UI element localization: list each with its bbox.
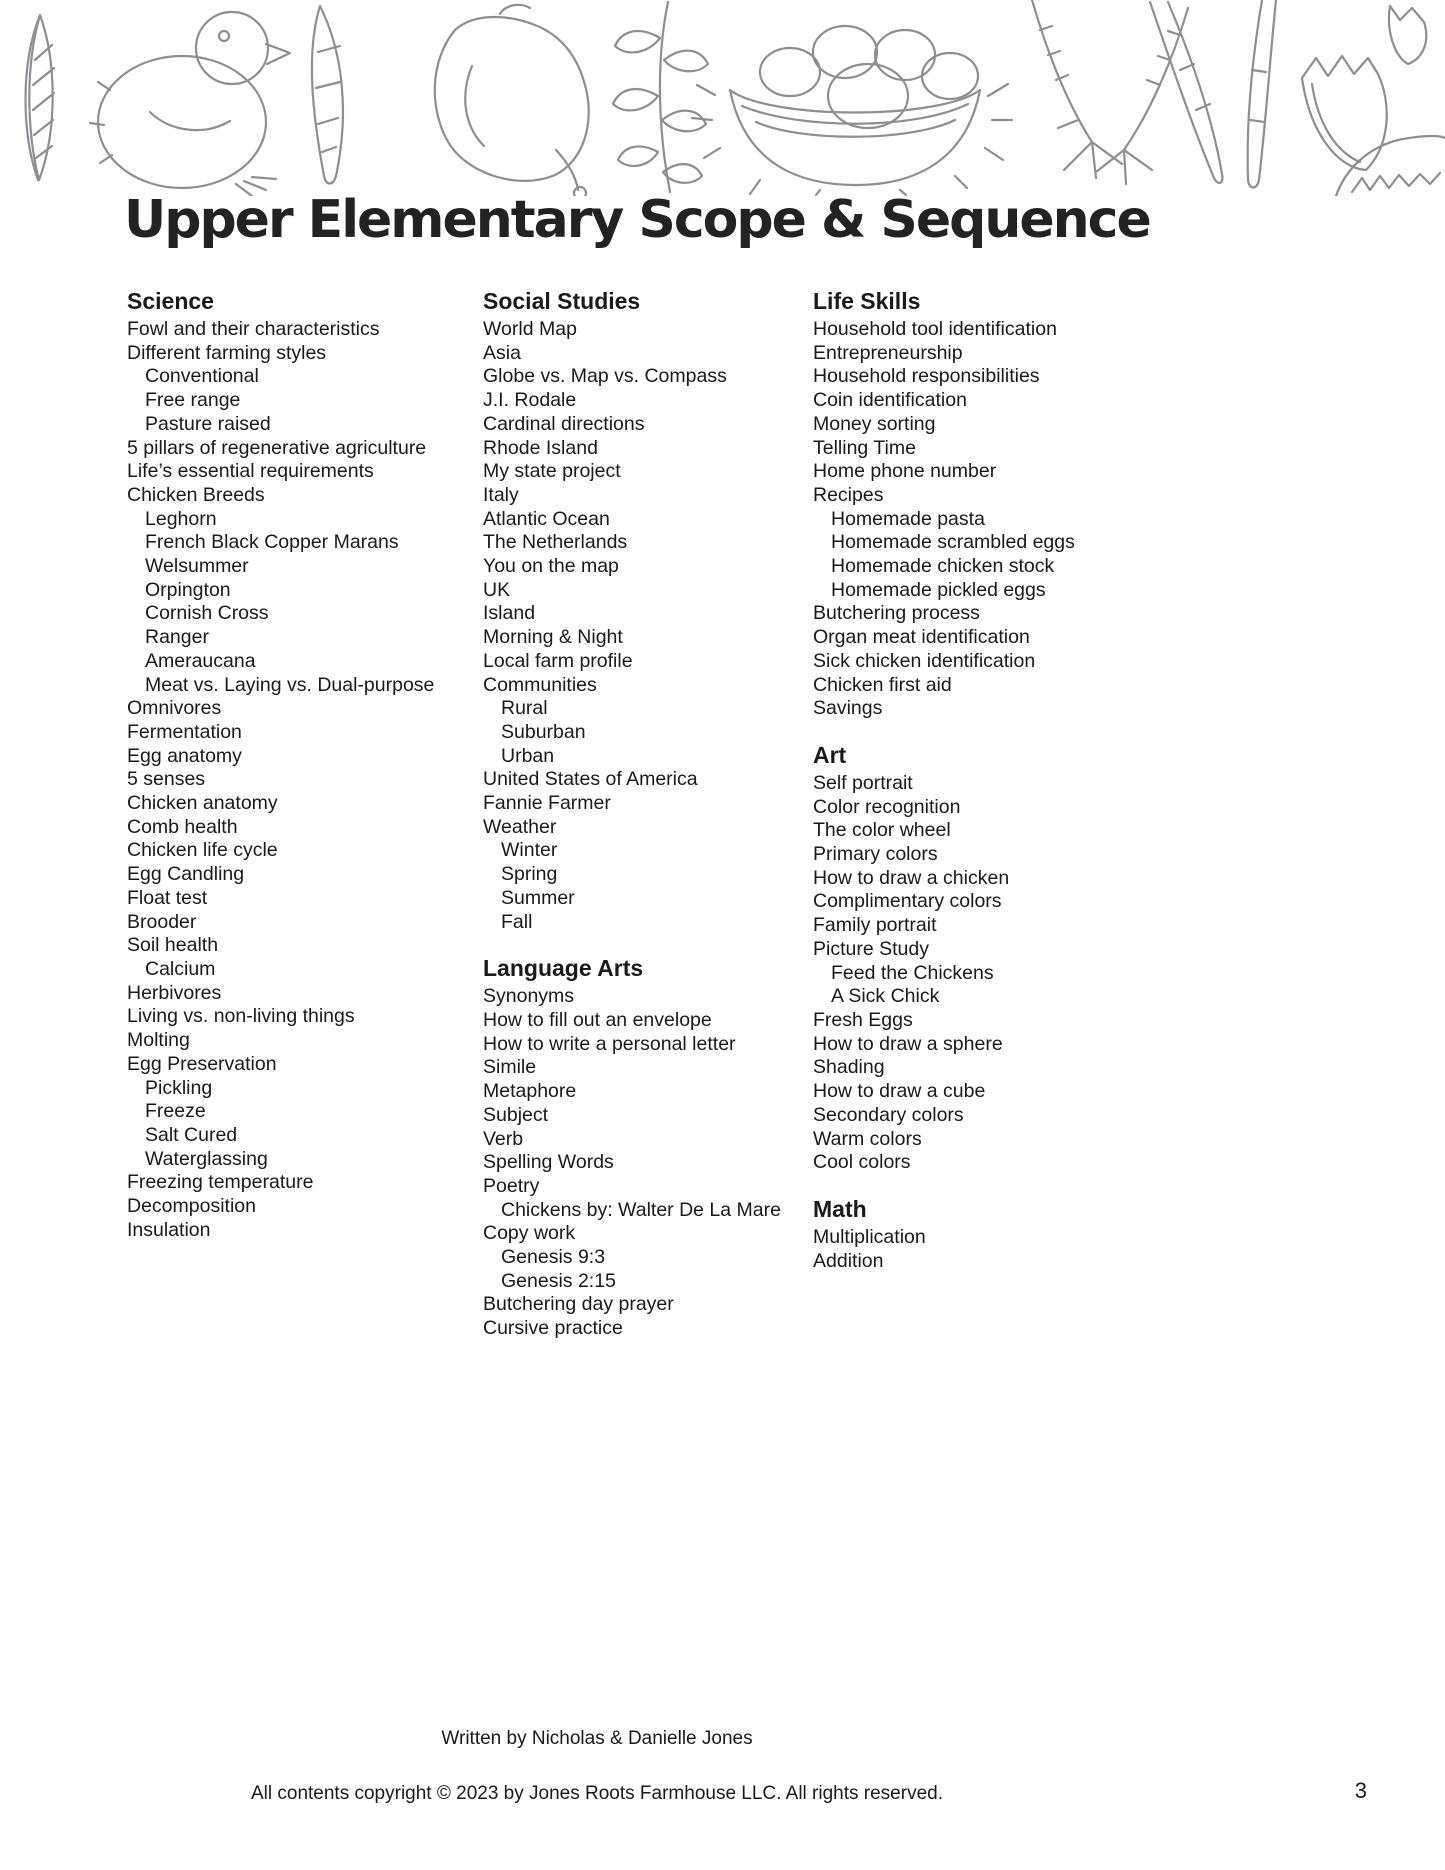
list-item: Italy (483, 483, 519, 506)
list-item: Winter (501, 839, 558, 862)
list-item: Conventional (145, 365, 259, 388)
list-item: Secondary colors (813, 1103, 964, 1126)
section-heading: Art (813, 741, 847, 768)
list-item: You on the map (483, 555, 619, 578)
list-item: Family portrait (813, 914, 937, 937)
list-item: Summer (501, 886, 575, 909)
list-item: 5 senses (127, 768, 206, 791)
list-item: Globe vs. Map vs. Compass (483, 365, 727, 388)
list-item: Brooder (127, 910, 197, 933)
chick-icon (90, 12, 290, 196)
list-item: Salt Cured (145, 1123, 238, 1146)
list-item: Warm colors (813, 1127, 922, 1150)
list-item: Simile (483, 1056, 537, 1079)
list-item: Poetry (483, 1174, 540, 1197)
header-art (0, 0, 1445, 196)
curriculum-section (813, 1196, 1213, 1273)
list-item: Comb health (127, 815, 238, 838)
list-item: Chicken first aid (813, 673, 952, 696)
section-heading: Social Studies (483, 288, 641, 314)
list-item: Cool colors (813, 1151, 911, 1174)
list-item: Chicken life cycle (127, 839, 278, 862)
list-item: World Map (483, 318, 577, 340)
page-title: Upper Elementary Scope & Sequence (124, 190, 1150, 250)
list-item: Asia (483, 341, 521, 364)
curriculum-section (813, 742, 1213, 1175)
list-item: Fowl and their characteristics (127, 318, 380, 340)
list-item: Cornish Cross (145, 602, 269, 625)
list-item: UK (483, 578, 511, 601)
list-item: Chickens by: Walter De La Mare (501, 1198, 781, 1221)
list-item: Organ meat identification (813, 626, 1030, 649)
curriculum-section (127, 288, 483, 1242)
list-item: Float test (127, 886, 208, 909)
list-item: Meat vs. Laying vs. Dual-purpose (145, 673, 435, 696)
list-item: Homemade chicken stock (831, 555, 1055, 578)
list-item: Home phone number (813, 460, 997, 483)
list-item: Spring (501, 863, 558, 886)
root-vegetables-icon (1150, 0, 1276, 188)
list-item: United States of America (483, 768, 698, 791)
list-item: My state project (483, 460, 621, 483)
list-item: Ameraucana (145, 649, 256, 672)
list-item: Soil health (127, 934, 219, 957)
curriculum-columns (127, 288, 1415, 1341)
column-science (127, 288, 483, 1242)
list-item: Entrepreneurship (813, 341, 963, 364)
list-item: Morning & Night (483, 626, 623, 649)
list-item: Subject (483, 1103, 549, 1126)
column-social-studies-language-arts (483, 288, 813, 1341)
list-item: Shading (813, 1056, 885, 1079)
list-item: Waterglassing (145, 1147, 268, 1170)
list-item: Different farming styles (127, 341, 327, 364)
list-item: Suburban (501, 720, 586, 743)
list-item: Pickling (145, 1076, 213, 1099)
list-item: A Sick Chick (831, 985, 940, 1008)
list-item: French Black Copper Marans (145, 531, 399, 554)
byline-text: Written by Nicholas & Danielle Jones (441, 1728, 753, 1749)
list-item: Spelling Words (483, 1151, 614, 1174)
list-item: Living vs. non-living things (127, 1005, 355, 1028)
curriculum-section (483, 955, 813, 1341)
copyright-text: All contents copyright © 2023 by Jones Roots Farmhouse LLC. All rights reserved. (250, 1783, 943, 1804)
list-item: Color recognition (813, 795, 961, 818)
list-item: Molting (127, 1029, 190, 1052)
list-item: Coin identification (813, 389, 967, 412)
list-item: Weather (483, 815, 557, 838)
list-item: Homemade scrambled eggs (831, 531, 1075, 554)
list-item: Money sorting (813, 412, 936, 435)
list-item: Atlantic Ocean (483, 507, 610, 530)
list-item: Butchering day prayer (483, 1293, 674, 1316)
section-heading: Science (127, 288, 214, 314)
list-item: Feed the Chickens (831, 961, 994, 984)
list-item: J.I. Rodale (483, 389, 577, 412)
herb-sprig-icon (613, 2, 708, 192)
list-item: How to draw a chicken (813, 866, 1010, 889)
list-item: Insulation (127, 1218, 211, 1241)
list-item: Complimentary colors (813, 890, 1002, 913)
list-item: Calcium (145, 957, 216, 980)
list-item: Fall (501, 910, 533, 933)
list-item: Metaphore (483, 1080, 577, 1103)
list-item: Fresh Eggs (813, 1008, 913, 1031)
list-item: Synonyms (483, 985, 575, 1008)
list-item: Ranger (145, 626, 209, 649)
list-item: Copy work (483, 1222, 576, 1245)
list-item: Household responsibilities (813, 365, 1040, 388)
list-item: Multiplication (813, 1225, 926, 1248)
list-item: Leghorn (145, 507, 217, 530)
column-life-skills-art-math (813, 288, 1213, 1273)
list-item: Homemade pasta (831, 507, 985, 530)
section-heading: Math (813, 1195, 867, 1222)
section-heading: Life Skills (813, 288, 921, 314)
list-item: How to fill out an envelope (483, 1008, 712, 1031)
list-item: Rhode Island (483, 436, 598, 459)
list-item: The Netherlands (483, 531, 628, 554)
list-item: The color wheel (813, 819, 951, 842)
feather-icon (26, 15, 55, 180)
list-item: Egg Preservation (127, 1052, 277, 1075)
list-item: Primary colors (813, 843, 938, 866)
list-item: Fannie Farmer (483, 792, 611, 815)
list-item: Chicken Breeds (127, 483, 265, 506)
list-item: Island (483, 602, 536, 625)
list-item: Genesis 2:15 (501, 1269, 616, 1292)
list-item: Egg anatomy (127, 744, 242, 767)
list-item: Free range (145, 389, 241, 412)
list-item: Welsummer (145, 555, 249, 578)
list-item: Recipes (813, 483, 884, 506)
curriculum-section (813, 288, 1213, 721)
list-item: Cardinal directions (483, 412, 645, 435)
list-item: Omnivores (127, 697, 222, 720)
list-item: How to draw a sphere (813, 1032, 1003, 1055)
list-item: Freezing temperature (127, 1171, 314, 1194)
list-item: Local farm profile (483, 649, 633, 672)
list-item: Fermentation (127, 720, 242, 743)
list-item: Freeze (145, 1100, 206, 1123)
list-item: Sick chicken identification (813, 649, 1036, 672)
list-item: Communities (483, 673, 597, 696)
list-item: Rural (501, 697, 548, 720)
list-item: Decomposition (127, 1195, 256, 1218)
list-item: Addition (813, 1249, 884, 1272)
carrot-icon (312, 6, 343, 184)
curriculum-section (483, 288, 813, 934)
list-item: Life’s essential requirements (127, 460, 374, 483)
page-footer (0, 1728, 1194, 1805)
list-item: Savings (813, 697, 883, 720)
list-item: Telling Time (813, 436, 916, 459)
cracked-eggshell-icon (1302, 6, 1426, 170)
list-item: Genesis 9:3 (501, 1246, 606, 1269)
list-item: Homemade pickled eggs (831, 578, 1046, 601)
section-heading: Language Arts (483, 955, 644, 982)
page-number: 3 (1354, 1778, 1367, 1803)
list-item: Pasture raised (145, 412, 271, 435)
list-item: Self portrait (813, 771, 913, 794)
list-item: How to write a personal letter (483, 1032, 736, 1055)
list-item: Chicken anatomy (127, 792, 278, 815)
list-item: Butchering process (813, 602, 980, 625)
list-item: 5 pillars of regenerative agriculture (127, 436, 427, 459)
list-item: Verb (483, 1127, 524, 1150)
list-item: Egg Candling (127, 863, 245, 886)
list-item: Orpington (145, 578, 231, 601)
list-item: Urban (501, 744, 555, 767)
list-item: Household tool identification (813, 318, 1057, 340)
list-item: How to draw a cube (813, 1080, 986, 1103)
list-item: Picture Study (813, 937, 929, 960)
egg-nest-icon (692, 26, 1012, 195)
list-item: Cursive practice (483, 1317, 623, 1340)
list-item: Herbivores (127, 981, 222, 1004)
chicken-feet-icon (1032, 0, 1188, 184)
plucked-chicken-icon (435, 5, 589, 196)
